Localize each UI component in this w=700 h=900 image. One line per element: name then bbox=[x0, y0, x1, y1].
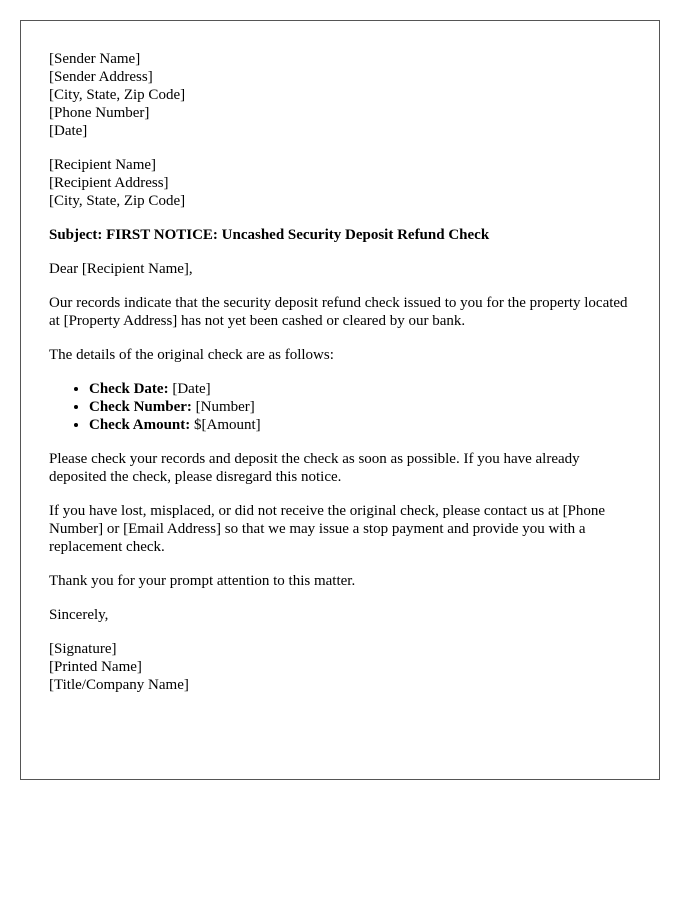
check-amount-value: $[Amount] bbox=[194, 417, 261, 433]
title-company: [Title/Company Name] bbox=[49, 677, 189, 693]
sender-city-state-zip: [City, State, Zip Code] bbox=[49, 87, 186, 103]
closing: Sincerely, bbox=[49, 607, 109, 623]
recipient-block bbox=[49, 156, 631, 210]
check-details-list bbox=[49, 380, 631, 434]
check-number-label: Check Number: bbox=[89, 399, 192, 415]
sender-name: [Sender Name] bbox=[49, 51, 141, 67]
details-intro-paragraph: The details of the original check are as follows: bbox=[49, 347, 334, 363]
lost-check-paragraph: If you have lost, misplaced, or did not receive the original check, please contact us at [Phone Number] or [Email Address] so that we may issue a stop payment and provide you with a replacement check. bbox=[49, 503, 606, 555]
thanks-paragraph: Thank you for your prompt attention to this matter. bbox=[49, 573, 356, 589]
sender-address: [Sender Address] bbox=[49, 69, 153, 85]
sender-phone: [Phone Number] bbox=[49, 105, 150, 121]
salutation: Dear [Recipient Name], bbox=[49, 261, 193, 277]
list-item bbox=[89, 416, 631, 434]
letter-page bbox=[20, 20, 660, 780]
check-number-value: [Number] bbox=[195, 399, 255, 415]
check-amount-label: Check Amount: bbox=[89, 417, 191, 433]
subject-line: Subject: FIRST NOTICE: Uncashed Security Deposit Refund Check bbox=[49, 227, 490, 243]
printed-name: [Printed Name] bbox=[49, 659, 142, 675]
check-date-label: Check Date: bbox=[89, 381, 169, 397]
check-date-value: [Date] bbox=[172, 381, 211, 397]
signature-block bbox=[49, 640, 631, 694]
signature: [Signature] bbox=[49, 641, 117, 657]
recipient-name: [Recipient Name] bbox=[49, 157, 157, 173]
recipient-city-state-zip: [City, State, Zip Code] bbox=[49, 193, 186, 209]
request-paragraph: Please check your records and deposit the check as soon as possible. If you have already deposited the check, please disregard this notice. bbox=[49, 451, 580, 485]
recipient-address: [Recipient Address] bbox=[49, 175, 169, 191]
list-item bbox=[89, 398, 631, 416]
letter-date: [Date] bbox=[49, 123, 88, 139]
list-item bbox=[89, 380, 631, 398]
sender-block bbox=[49, 50, 631, 140]
intro-paragraph: Our records indicate that the security deposit refund check issued to you for the property located at [Property Address] has not yet been cashed or cleared by our bank. bbox=[49, 295, 628, 329]
